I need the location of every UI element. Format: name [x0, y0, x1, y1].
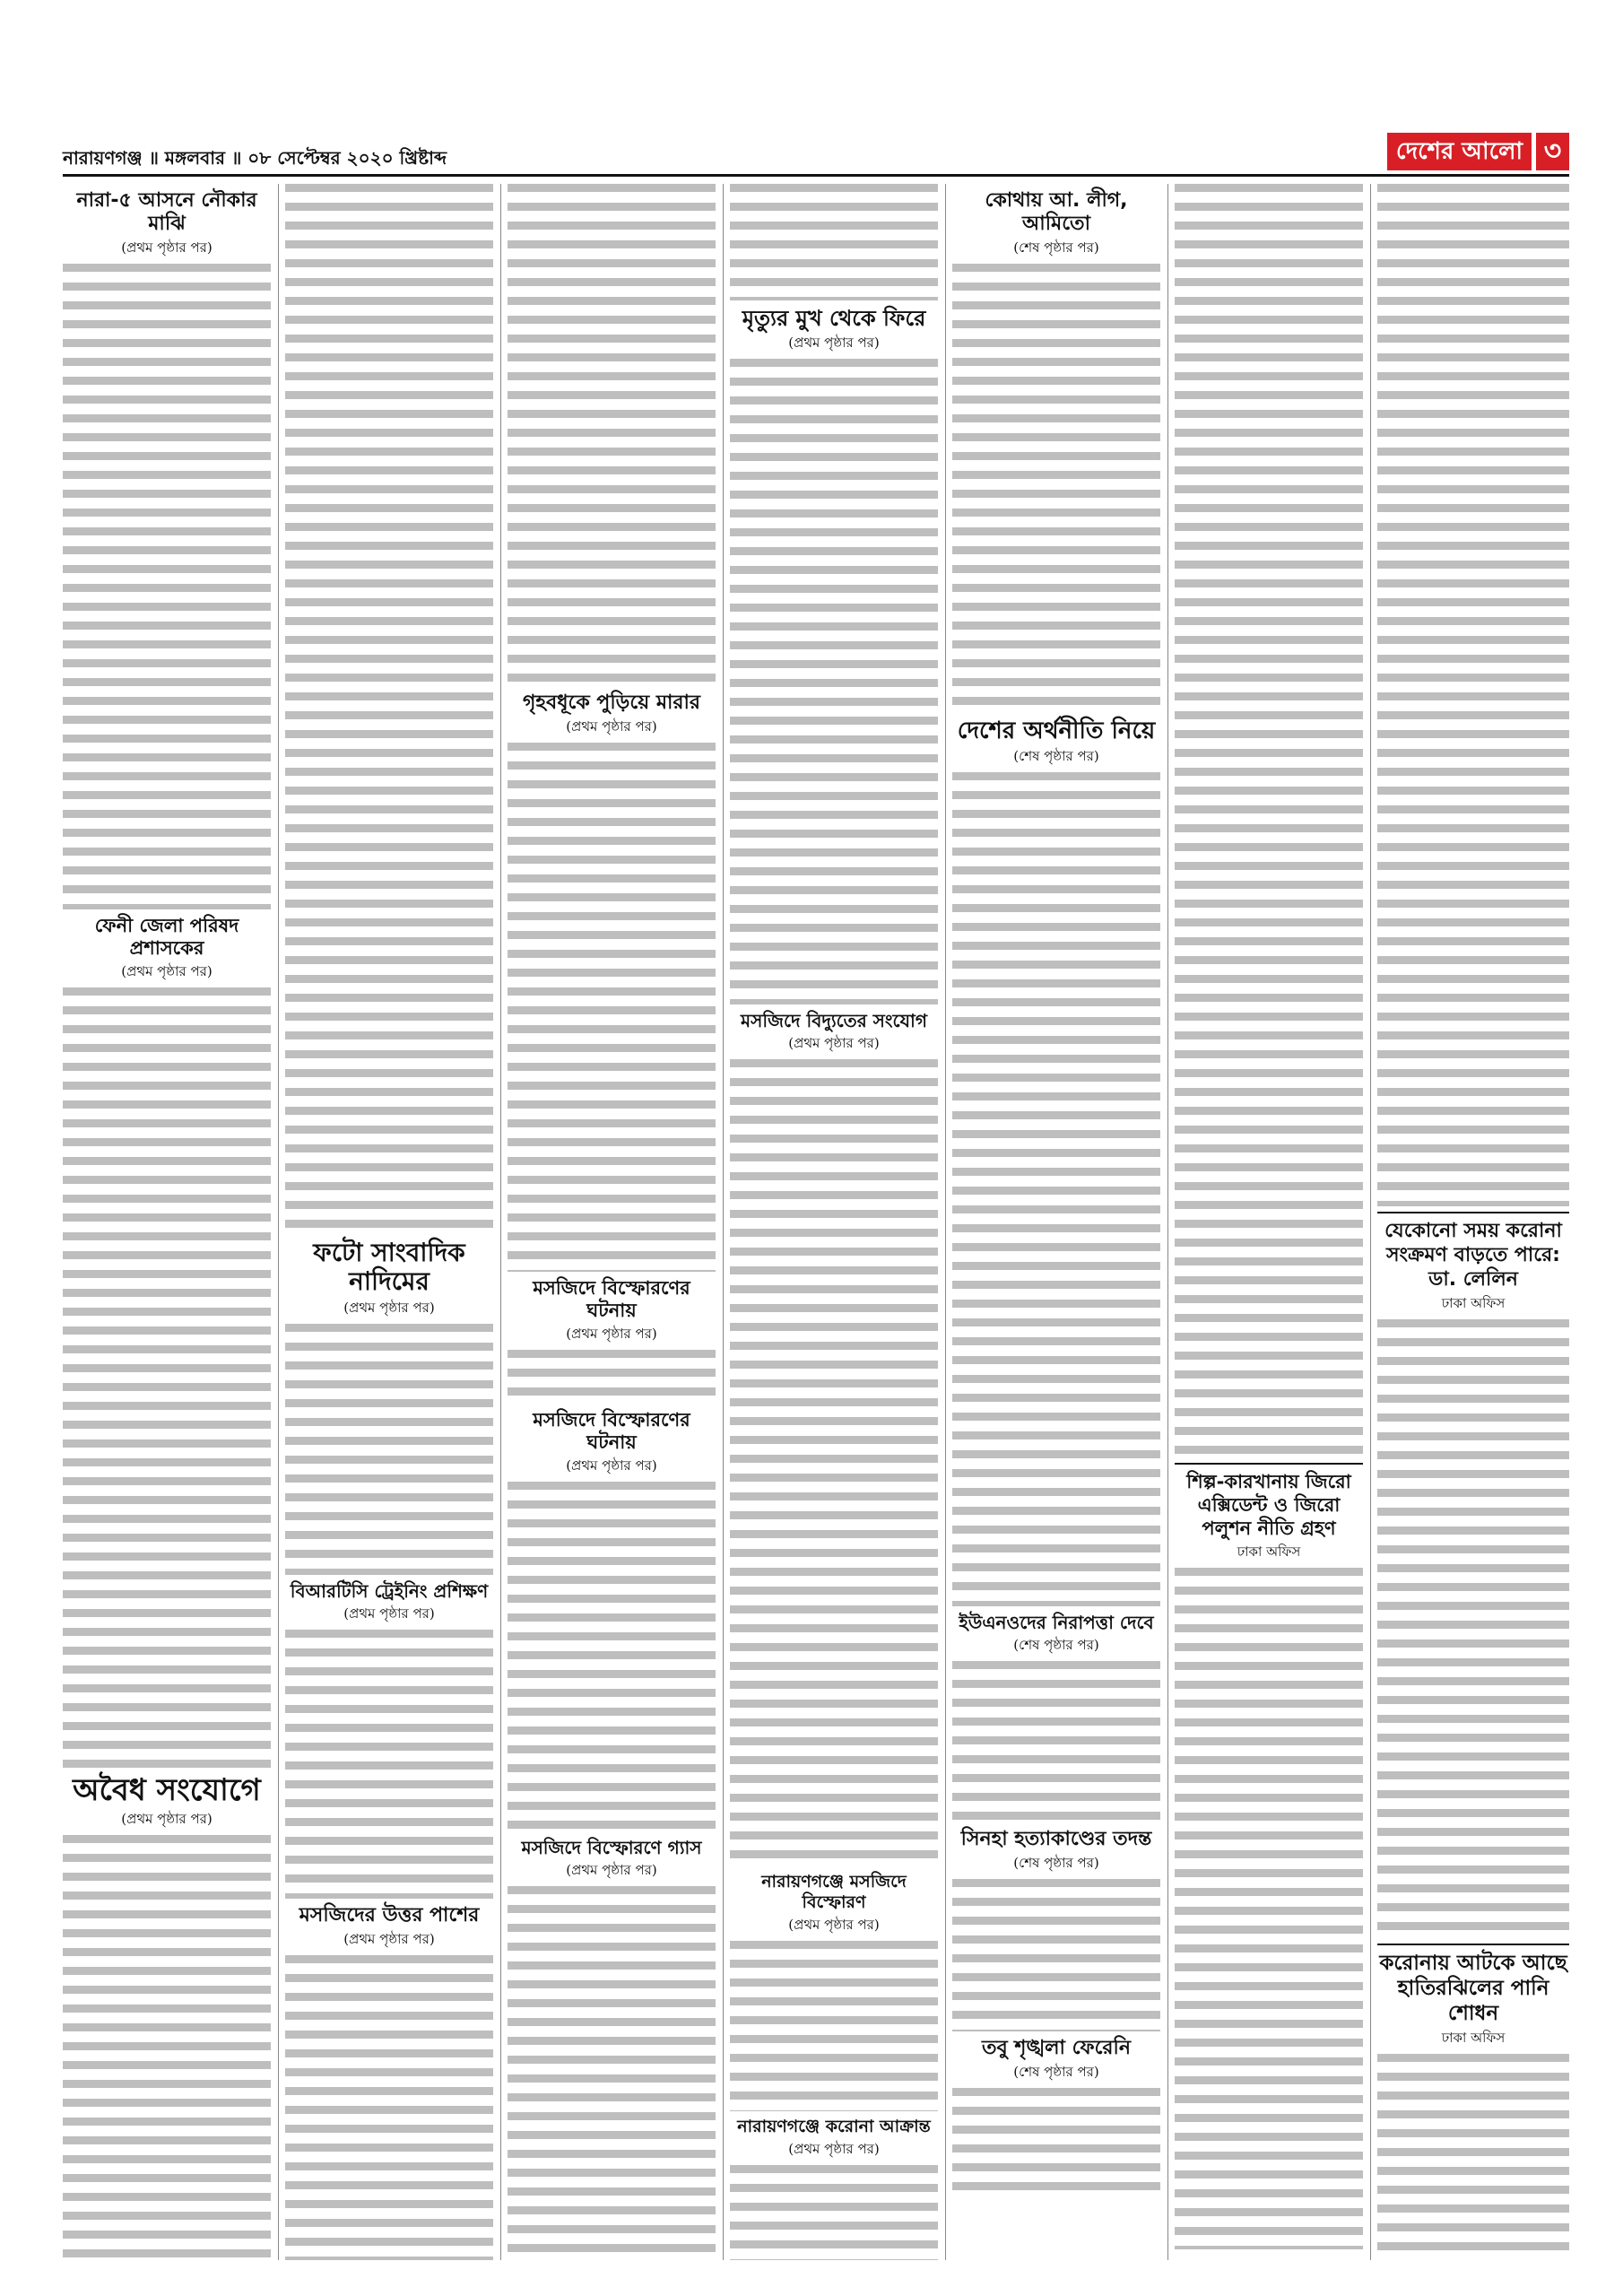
subline: (শেষ পৃষ্ঠার পর) — [1013, 1855, 1099, 1871]
article-body — [730, 184, 938, 300]
headline-mosque-blast-2: মসজিদে বিস্ফোরণের ঘটনায় — [533, 1409, 690, 1453]
headline-feni: ফেনী জেলা পরিষদ প্রশাসকের — [94, 915, 239, 959]
page-number: ৩ — [1533, 133, 1569, 170]
headline-nara5: নারা-৫ আসনে নৌকার মাঝি — [76, 189, 257, 235]
article-body — [508, 1350, 716, 1404]
headline-sinha-investigation: সিনহা হত্যাকাণ্ডের তদন্ত — [960, 1828, 1152, 1850]
section-rule — [1377, 1212, 1569, 1213]
article-body — [285, 1955, 493, 2260]
article-body — [508, 1482, 716, 1831]
subline: (শেষ পৃষ্ঠার পর) — [1013, 1637, 1099, 1653]
subline: ঢাকা অফিস — [1441, 1295, 1506, 1311]
headline-hatirjheel: করোনায় আটকে আছে হাতিরঝিলের পানি শোধন — [1379, 1952, 1567, 2025]
headline-narayanganj-blast: নারায়ণগঞ্জে মসজিদে বিস্ফোরণ — [761, 1872, 907, 1912]
headline-discipline: তবু শৃঙ্খলা ফেরেনি — [982, 2037, 1131, 2059]
subline: (প্রথম পৃষ্ঠার পর) — [566, 718, 657, 735]
column-divider — [723, 184, 724, 2260]
subline: (প্রথম পৃষ্ঠার পর) — [121, 239, 213, 256]
subline: (প্রথম পৃষ্ঠার পর) — [343, 1931, 435, 1947]
headline-corona-rise: যেকোনো সময় করোনা সংক্রমণ বাড়তে পারে: ডা. লেলিন — [1384, 1220, 1562, 1291]
headline-where-awami-league: কোথায় আ. লীগ, আমিতো — [985, 189, 1128, 235]
headline-housewife: গৃহবধূকে পুড়িয়ে মারার — [522, 691, 700, 714]
headline-economy: দেশের অর্থনীতি নিয়ে — [957, 718, 1156, 744]
headline-mosque-gas: মসজিদে বিস্ফোরণে গ্যাস — [521, 1837, 702, 1858]
article-body — [63, 264, 271, 909]
subline: (শেষ পৃষ্ঠার পর) — [1013, 2064, 1099, 2080]
page-header — [63, 133, 1569, 170]
column-6 — [1175, 184, 1363, 2260]
subline: (প্রথম পৃষ্ঠার পর) — [788, 2141, 880, 2157]
column-divider — [500, 184, 501, 2260]
section-rule — [1377, 1944, 1569, 1945]
article-body — [63, 987, 271, 1768]
headline-death-return: মৃত্যুর মুখ থেকে ফিরে — [742, 306, 926, 331]
article-body — [952, 772, 1160, 1606]
subline: (প্রথম পৃষ্ঠার পর) — [788, 335, 880, 351]
subline: (প্রথম পৃষ্ঠার পর) — [566, 1862, 657, 1878]
article-body — [1175, 184, 1363, 1457]
subline: (শেষ পৃষ্ঠার পর) — [1013, 748, 1099, 764]
subline: (প্রথম পৃষ্ঠার পর) — [121, 1811, 213, 1827]
article-body — [730, 359, 938, 1004]
column-7 — [1377, 184, 1569, 2260]
headline-photo-journalist: ফটো সাংবাদিক নাদিমের — [313, 1238, 465, 1296]
article-body — [63, 1835, 271, 2260]
headline-zero-accident: শিল্প-কারখানায় জিরো এক্সিডেন্ট ও জিরো পলুশন নীতি গ্রহণ — [1186, 1471, 1351, 1539]
masthead-title: দেশের আলো — [1387, 133, 1532, 170]
article-body — [730, 1059, 938, 1866]
headline-mosque-north: মসজিদের উত্তর পাশের — [299, 1904, 480, 1926]
headline-mosque-blast-1: মসজিদে বিস্ফোরণের ঘটনায় — [533, 1277, 690, 1321]
section-rule — [1175, 1463, 1363, 1465]
column-1 — [63, 184, 271, 2260]
subline: (প্রথম পৃষ্ঠার পর) — [343, 1605, 435, 1622]
article-body — [952, 2088, 1160, 2196]
column-2 — [285, 184, 493, 2260]
column-divider — [1370, 184, 1371, 2260]
column-4 — [730, 184, 938, 2260]
headline-electric-connection: মসজিদে বিদ্যুতের সংযোগ — [741, 1010, 927, 1031]
headline-uno-security: ইউএনওদের নিরাপত্তা দেবে — [959, 1612, 1154, 1633]
article-body — [730, 2165, 938, 2260]
article-body — [1377, 1319, 1569, 1938]
article-body — [508, 184, 716, 686]
subline: (প্রথম পৃষ্ঠার পর) — [788, 1917, 880, 1933]
subline: ঢাকা অফিস — [1441, 2030, 1506, 2046]
article-body — [730, 1941, 938, 2111]
subline: (প্রথম পৃষ্ঠার পর) — [343, 1300, 435, 1316]
article-body — [952, 264, 1160, 712]
column-divider — [278, 184, 279, 2260]
article-body — [285, 1324, 493, 1575]
headline-illegal-connection: অবৈধ সংযোগে — [73, 1772, 261, 1808]
column-3 — [508, 184, 716, 2260]
subline: (প্রথম পৃষ্ঠার পর) — [788, 1035, 880, 1051]
article-body — [952, 1879, 1160, 2031]
subline: (শেষ পৃষ্ঠার পর) — [1013, 239, 1099, 256]
column-divider — [945, 184, 946, 2260]
subline: (প্রথম পৃষ্ঠার পর) — [566, 1457, 657, 1474]
subline: (প্রথম পৃষ্ঠার পর) — [566, 1326, 657, 1342]
article-body — [508, 743, 716, 1272]
article-body — [1377, 2054, 1569, 2260]
subline: ঢাকা অফিস — [1237, 1544, 1301, 1560]
dateline: নারায়ণগঞ্জ ॥ মঙ্গলবার ॥ ০৮ সেপ্টেম্বর ২০২০ খ্রিষ্টাব্দ — [63, 147, 447, 169]
article-body — [1175, 1568, 1363, 2249]
subline: (প্রথম পৃষ্ঠার পর) — [121, 963, 213, 979]
column-5 — [952, 184, 1160, 2260]
headline-brtc: বিআরটিসি ট্রেইনিং প্রশিক্ষণ — [290, 1580, 489, 1602]
masthead — [1387, 133, 1569, 170]
article-body — [285, 1630, 493, 1899]
article-body — [952, 1661, 1160, 1822]
article-body — [508, 1886, 716, 2260]
article-body — [285, 184, 493, 1233]
article-body — [1377, 184, 1569, 1206]
headline-corona-affected: নারায়ণগঞ্জে করোনা আক্রান্ত — [737, 2117, 931, 2136]
column-divider — [1167, 184, 1168, 2260]
header-rule — [63, 174, 1569, 177]
